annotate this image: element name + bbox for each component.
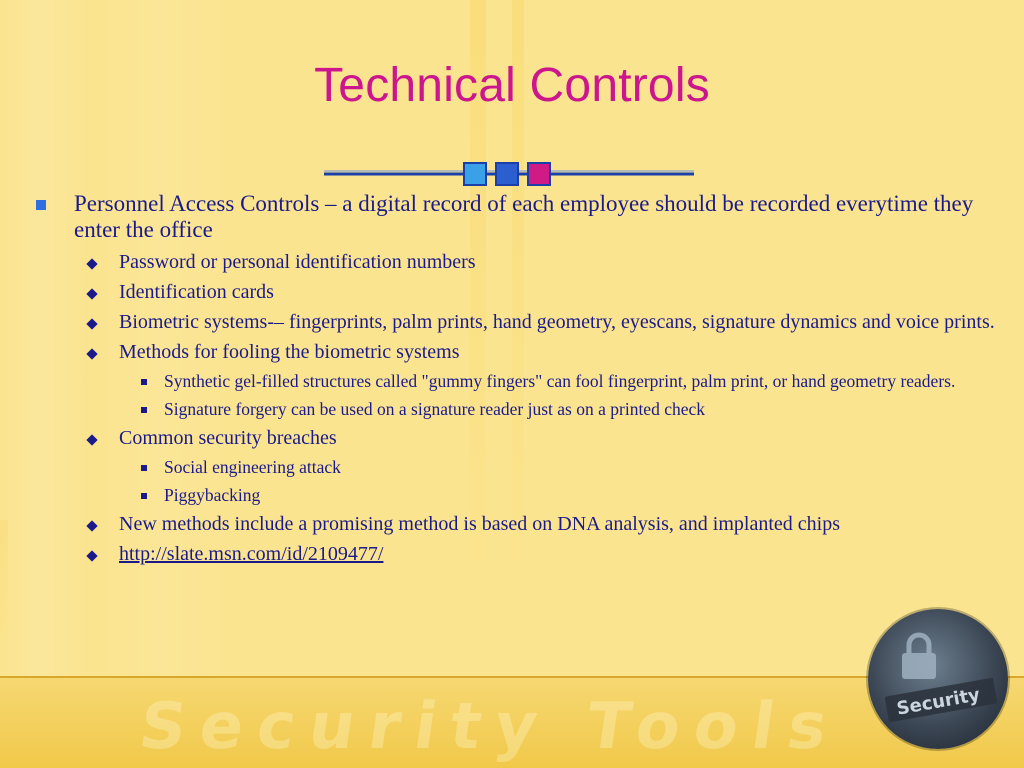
diamond-bullet-icon: [86, 348, 97, 359]
square-bullet-icon: [141, 407, 147, 413]
slide-title: Technical Controls: [314, 59, 710, 112]
square-bullet-icon: [141, 379, 147, 385]
sub-sub-bullet-item: [137, 399, 1016, 420]
sub-sub-bullet-item: [137, 485, 1016, 506]
seal-text: Security: [895, 684, 982, 720]
padlock-icon: [868, 609, 1008, 749]
sub-sub-bullet-item: [137, 371, 1016, 392]
bullet-text: Social engineering attack: [164, 457, 341, 477]
diamond-bullet-icon: [86, 318, 97, 329]
title-divider-ornament: [324, 159, 694, 189]
sub-bullet-item: [86, 281, 1016, 304]
bullet-item: [36, 191, 1016, 243]
background-stripe: [0, 520, 8, 640]
sub-bullet-item: [86, 341, 1016, 364]
bullet-text: Personnel Access Controls – a digital record of each employee should be recorded everytime they enter the office: [74, 191, 974, 242]
slide-body: [36, 191, 1016, 573]
square-bullet-icon: [141, 493, 147, 499]
bullet-text: Common security breaches: [119, 427, 337, 449]
sub-sub-bullet-item: [137, 457, 1016, 478]
bullet-text: Biometric systems-– fingerprints, palm prints, hand geometry, eyescans, signature dynamics and voice prints.: [119, 311, 995, 333]
footer-watermark-text: Security Tools: [134, 690, 846, 764]
bullet-text: Signature forgery can be used on a signature reader just as on a printed check: [164, 399, 706, 419]
diamond-bullet-icon: [86, 258, 97, 269]
reference-link[interactable]: http://slate.msn.com/id/2109477/: [119, 543, 384, 565]
square-bullet-icon: [36, 200, 46, 210]
bullet-text: New methods include a promising method is based on DNA analysis, and implanted chips: [119, 513, 840, 535]
sub-bullet-item: [86, 513, 1016, 536]
bullet-text: Methods for fooling the biometric systems: [119, 341, 460, 363]
sub-bullet-item: [86, 251, 1016, 274]
bullet-text: Piggybacking: [164, 485, 261, 505]
bullet-text: Password or personal identification numbers: [119, 251, 476, 273]
diamond-bullet-icon: [86, 288, 97, 299]
security-seal-image: [868, 609, 1008, 749]
sub-bullet-item: [86, 427, 1016, 450]
diamond-bullet-icon: [86, 520, 97, 531]
square-bullet-icon: [141, 465, 147, 471]
diamond-bullet-icon: [86, 434, 97, 445]
bullet-text: Synthetic gel-filled structures called "gummy fingers" can fool fingerprint, palm print, or hand geometry readers.: [164, 371, 956, 391]
sub-bullet-item: [86, 543, 1016, 566]
sub-bullet-item: [86, 311, 1016, 334]
diamond-bullet-icon: [86, 550, 97, 561]
bullet-text: Identification cards: [119, 281, 274, 303]
